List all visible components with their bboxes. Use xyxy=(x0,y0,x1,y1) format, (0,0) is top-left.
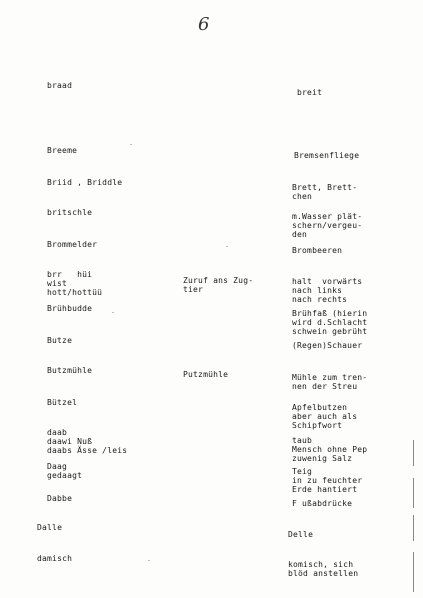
meaning-daag: Teig in zu feuchter Erde hantiert xyxy=(292,467,363,494)
meaning-damisch: komisch, sich blöd anstellen xyxy=(288,560,359,578)
meaning-braad: breit xyxy=(297,88,323,97)
scan-edge-line xyxy=(413,440,414,466)
meaning-butzmuehle: Mühle zum tren- nen der Streu xyxy=(292,373,368,391)
term-butze: Butze xyxy=(47,336,73,345)
meaning-daab: taub Mensch ohne Pep zuwenig Salz xyxy=(292,436,368,463)
term-bruehbudde: Brühbudde xyxy=(47,304,93,313)
meaning-brr: halt vorwärts nach links nach rechts xyxy=(292,277,363,304)
meaning-brommelder: Brombeeren xyxy=(292,246,343,255)
meaning-breeme: Bremsenfliege xyxy=(294,151,360,160)
term-damisch: damisch xyxy=(37,554,73,563)
scan-edge-line xyxy=(413,478,414,508)
scan-speck xyxy=(112,312,114,313)
scan-edge-line xyxy=(413,515,414,541)
meaning-butze: (Regen)Schauer xyxy=(292,341,363,350)
note-butzmuehle: Putzmühle xyxy=(183,370,229,379)
term-breeme: Breeme xyxy=(47,146,78,155)
scan-speck xyxy=(148,560,150,561)
scan-speck xyxy=(130,144,132,145)
note-brr: Zuruf ans Zug- tier xyxy=(183,276,254,294)
page-number: 6 xyxy=(198,14,210,35)
term-buetzel: Bützel xyxy=(47,398,78,407)
term-butzmuehle: Butzmühle xyxy=(47,366,93,375)
term-britschle: britschle xyxy=(47,208,93,217)
term-brommelder: Brommelder xyxy=(47,240,98,249)
meaning-dalle: Delle xyxy=(288,530,314,539)
term-daag: Daag gedaagt xyxy=(47,462,83,480)
term-braad: braad xyxy=(47,81,73,90)
meaning-briid: Brett, Brett- chen xyxy=(292,183,358,201)
meaning-bruehbudde: Brühfaß (hierin wird d.Schlacht schwein gebrüht xyxy=(292,309,368,336)
meaning-buetzel: Apfelbutzen aber auch als Schipfwort xyxy=(292,403,358,430)
scan-speck xyxy=(226,246,228,247)
term-briid: Briid , Briddle xyxy=(47,178,123,187)
term-brr: brr hüi wist hott/hottüü xyxy=(47,270,103,297)
term-dabbe: Dabbe xyxy=(47,494,73,503)
term-daab: daab daawi Nuß daabs Ässe /leis xyxy=(47,428,128,455)
term-dalle: Dalle xyxy=(37,523,63,532)
scan-edge-line xyxy=(413,552,414,592)
meaning-britschle: m.Wasser plät- schern/vergeu- den xyxy=(292,212,363,239)
meaning-dabbe: F ußabdrücke xyxy=(292,499,353,508)
